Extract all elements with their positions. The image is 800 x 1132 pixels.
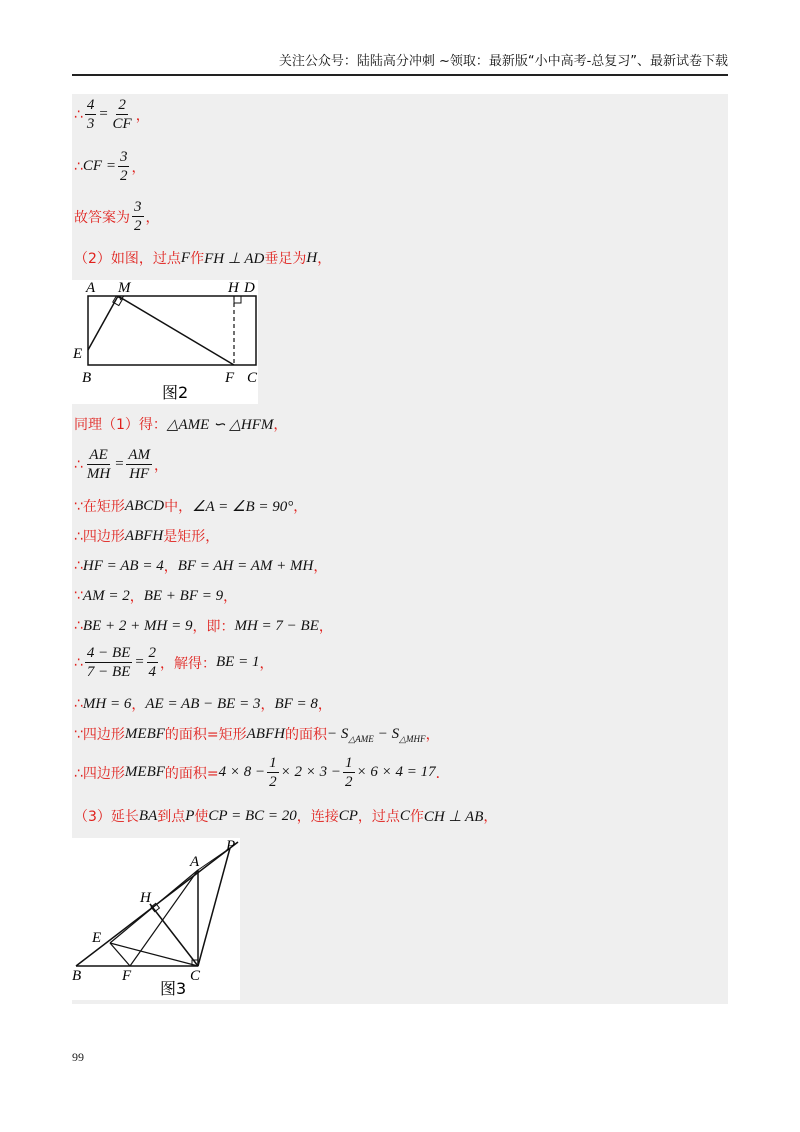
- figure-2-caption: 图2: [162, 383, 189, 402]
- line-12: ∴ $\frac{4 - BE}{7 - BE}$ = $\frac{2}{4}$ ，解得： BE = 1 ，: [74, 645, 274, 680]
- line-6: ∴ $\frac{AE}{MH}$ = $\frac{AM}{HF}$ ，: [74, 447, 169, 482]
- fraction: $\frac{AM}{HF}$: [128, 447, 151, 482]
- fraction: $\frac{1}{2}$: [345, 755, 353, 790]
- label-c: C: [190, 968, 201, 984]
- figure-3-caption: 图3: [160, 979, 187, 998]
- label-a: A: [190, 854, 200, 870]
- label-p: P: [226, 838, 236, 854]
- label-c: C: [247, 370, 258, 386]
- line-7: ∵在矩形 ABCD 中， ∠A = ∠B = 90° ，: [74, 497, 308, 515]
- fraction: $\frac{3}{2}$: [134, 199, 142, 234]
- label-f: F: [225, 370, 235, 386]
- fraction: $\frac{2}{4}$: [148, 645, 156, 680]
- page-number: 99: [72, 1050, 84, 1064]
- line-14: ∵四边形 MEBF 的面积=矩形 ABFH 的面积 − S △AME − S △MHF ，: [74, 725, 440, 744]
- line-8: ∴四边形 ABFH 是矩形，: [74, 527, 220, 545]
- line-3: 故答案为 $\frac{3}{2}$ ，: [74, 199, 160, 234]
- fraction: $\frac{4}{3}$: [86, 97, 95, 132]
- line-4: （2）如图，过点 F 作 FH ⊥ AD 垂足为 H ，: [74, 249, 332, 267]
- solution-content: [72, 94, 728, 1004]
- fraction: $\frac{AE}{MH}$: [86, 447, 111, 482]
- label-m: M: [118, 280, 131, 296]
- label-b: B: [82, 370, 92, 386]
- line-15: ∴四边形 MEBF 的面积= 4 × 8 − $\frac{1}{2}$ × 2 × 3 − $\frac{1}{2}$ × 6 × 4 = 17 ．: [74, 755, 450, 790]
- figure-3: [72, 838, 240, 1000]
- page-header: 关注公众号：陆陆高分冲刺 ~领取：最新版“小中高考-总复习”、最新试卷下载: [72, 52, 728, 76]
- label-e: E: [73, 346, 83, 362]
- line-11: ∴ BE + 2 + MH = 9 ，即： MH = 7 − BE ，: [74, 617, 333, 635]
- line-1: ∴ $\frac{4}{3}$ = $\frac{2}{CF}$ ，: [74, 97, 150, 132]
- figure-2-diagram: [72, 280, 258, 404]
- label-b: B: [72, 968, 82, 984]
- label-d: D: [244, 280, 255, 296]
- figure-3-diagram: [72, 838, 240, 1000]
- fraction: $\frac{1}{2}$: [269, 755, 277, 790]
- fraction: $\frac{3}{2}$: [119, 149, 128, 184]
- label-e: E: [92, 930, 102, 946]
- therefore-symbol: ∴: [74, 106, 83, 123]
- fraction: $\frac{4 - BE}{7 - BE}$: [86, 645, 131, 680]
- label-h: H: [140, 890, 151, 906]
- line-5: 同理（1）得： △AME ∽ △HFM ，: [74, 416, 288, 433]
- line-13: ∴ MH = 6 ， AE = AB − BE = 3 ， BF = 8 ，: [74, 695, 332, 713]
- line-16: （3）延长 BA 到点 P 使 CP = BC = 20 ，连接 CP ，过点 C 作 CH ⊥ AB ，: [74, 807, 498, 825]
- line-2: ∴ CF = $\frac{3}{2}$ ，: [74, 149, 146, 184]
- label-h: H: [228, 280, 239, 296]
- label-a: A: [86, 280, 96, 296]
- line-10: ∵ AM = 2 ， BE + BF = 9 ，: [74, 587, 238, 605]
- fraction: $\frac{2}{CF}$: [112, 97, 132, 132]
- label-f: F: [122, 968, 132, 984]
- line-9: ∴ HF = AB = 4 ， BF = AH = AM + MH ，: [74, 557, 328, 575]
- figure-2: [72, 280, 258, 404]
